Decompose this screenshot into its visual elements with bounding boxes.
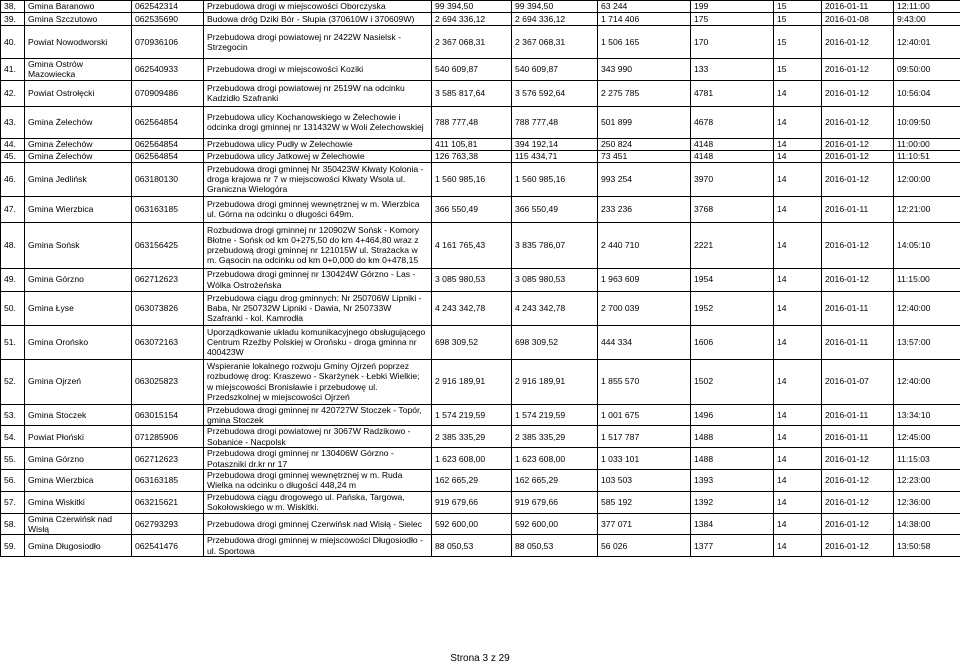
total-cost-cell: 3 085 980,53 bbox=[432, 268, 512, 291]
subsidy-amount-cell: 1 517 787 bbox=[598, 426, 691, 448]
table-row bbox=[1, 222, 960, 268]
score-cell: 4781 bbox=[691, 80, 774, 106]
beneficiary-name-cell: Gmina Jedlińsk bbox=[25, 162, 132, 196]
eligible-cost-cell: 2 694 336,12 bbox=[512, 13, 598, 26]
table-row bbox=[1, 106, 960, 138]
score-cell: 1952 bbox=[691, 291, 774, 325]
points-cell: 14 bbox=[774, 359, 822, 404]
subsidy-amount-cell: 993 254 bbox=[598, 162, 691, 196]
total-cost-cell: 592 600,00 bbox=[432, 513, 512, 535]
submission-date-cell: 2016-01-12 bbox=[822, 222, 894, 268]
task-name-cell: Wspieranie lokalnego rozwoju Gminy Ojrzeń poprzez rozbudowę drog: Kraszewo - Skarżynek - Łebki Wielkie; w miejscowości Bronisławie i przebudowę ul. Przedszkolnej w miejscowości Ojrzeń bbox=[204, 359, 432, 404]
regon-code-cell: 063180130 bbox=[132, 162, 204, 196]
submission-time-cell: 12:36:00 bbox=[894, 491, 960, 513]
table-row bbox=[1, 448, 960, 470]
regon-code-cell: 062564854 bbox=[132, 138, 204, 150]
submission-date-cell: 2016-01-11 bbox=[822, 291, 894, 325]
eligible-cost-cell: 1 623 608,00 bbox=[512, 448, 598, 470]
regon-code-cell: 062712623 bbox=[132, 448, 204, 470]
subsidy-amount-cell: 1 963 609 bbox=[598, 268, 691, 291]
points-cell: 14 bbox=[774, 491, 822, 513]
task-name-cell: Przebudowa ulicy Kochanowskiego w Żelechowie i odcinka drogi gminnej nr 131432W w Woli Żelechowskiej bbox=[204, 106, 432, 138]
points-cell: 14 bbox=[774, 80, 822, 106]
row-number-cell: 39. bbox=[1, 13, 25, 26]
total-cost-cell: 1 574 219,59 bbox=[432, 404, 512, 426]
eligible-cost-cell: 88 050,53 bbox=[512, 535, 598, 557]
eligible-cost-cell: 2 367 068,31 bbox=[512, 26, 598, 59]
eligible-cost-cell: 394 192,14 bbox=[512, 138, 598, 150]
table-row bbox=[1, 150, 960, 162]
table-row bbox=[1, 491, 960, 513]
task-name-cell: Przebudowa ciągu drogowego ul. Pańska, Targowa, Sokołowskiego w m. Wiskitki. bbox=[204, 491, 432, 513]
beneficiary-name-cell: Gmina Ostrów Mazowiecka bbox=[25, 59, 132, 81]
score-cell: 1488 bbox=[691, 426, 774, 448]
table-row bbox=[1, 513, 960, 535]
submission-date-cell: 2016-01-12 bbox=[822, 150, 894, 162]
submission-date-cell: 2016-01-12 bbox=[822, 59, 894, 81]
submission-time-cell: 09:50:00 bbox=[894, 59, 960, 81]
points-cell: 14 bbox=[774, 426, 822, 448]
submission-date-cell: 2016-01-08 bbox=[822, 13, 894, 26]
regon-code-cell: 063025823 bbox=[132, 359, 204, 404]
task-name-cell: Przebudowa drogi gminnej w miejscowości Długosiodło - ul. Sportowa bbox=[204, 535, 432, 557]
regon-code-cell: 062540933 bbox=[132, 59, 204, 81]
subsidy-amount-cell: 377 071 bbox=[598, 513, 691, 535]
total-cost-cell: 4 243 342,78 bbox=[432, 291, 512, 325]
page-number: Strona 3 z 29 bbox=[450, 653, 510, 664]
subsidy-amount-cell: 1 506 165 bbox=[598, 26, 691, 59]
regon-code-cell: 062541476 bbox=[132, 535, 204, 557]
points-cell: 14 bbox=[774, 325, 822, 359]
row-number-cell: 45. bbox=[1, 150, 25, 162]
row-number-cell: 57. bbox=[1, 491, 25, 513]
points-cell: 14 bbox=[774, 513, 822, 535]
eligible-cost-cell: 1 560 985,16 bbox=[512, 162, 598, 196]
row-number-cell: 44. bbox=[1, 138, 25, 150]
subsidy-amount-cell: 73 451 bbox=[598, 150, 691, 162]
table-row bbox=[1, 162, 960, 196]
row-number-cell: 55. bbox=[1, 448, 25, 470]
table-row bbox=[1, 359, 960, 404]
table-row bbox=[1, 26, 960, 59]
eligible-cost-cell: 2 916 189,91 bbox=[512, 359, 598, 404]
submission-time-cell: 11:15:00 bbox=[894, 268, 960, 291]
score-cell: 1377 bbox=[691, 535, 774, 557]
submission-time-cell: 10:56:04 bbox=[894, 80, 960, 106]
row-number-cell: 56. bbox=[1, 470, 25, 492]
row-number-cell: 48. bbox=[1, 222, 25, 268]
regon-code-cell: 063015154 bbox=[132, 404, 204, 426]
submission-date-cell: 2016-01-12 bbox=[822, 162, 894, 196]
subsidy-amount-cell: 585 192 bbox=[598, 491, 691, 513]
regon-code-cell: 062564854 bbox=[132, 106, 204, 138]
eligible-cost-cell: 366 550,49 bbox=[512, 196, 598, 222]
row-number-cell: 52. bbox=[1, 359, 25, 404]
submission-date-cell: 2016-01-12 bbox=[822, 470, 894, 492]
score-cell: 4148 bbox=[691, 150, 774, 162]
submission-time-cell: 13:57:00 bbox=[894, 325, 960, 359]
score-cell: 1384 bbox=[691, 513, 774, 535]
points-cell: 14 bbox=[774, 535, 822, 557]
points-cell: 14 bbox=[774, 268, 822, 291]
beneficiary-name-cell: Powiat Nowodworski bbox=[25, 26, 132, 59]
score-cell: 175 bbox=[691, 13, 774, 26]
row-number-cell: 51. bbox=[1, 325, 25, 359]
submission-date-cell: 2016-01-07 bbox=[822, 359, 894, 404]
submission-date-cell: 2016-01-12 bbox=[822, 80, 894, 106]
table-row bbox=[1, 1, 960, 13]
eligible-cost-cell: 3 576 592,64 bbox=[512, 80, 598, 106]
task-name-cell: Przebudowa drogi w miejscowości Koziki bbox=[204, 59, 432, 81]
row-number-cell: 49. bbox=[1, 268, 25, 291]
table-row bbox=[1, 59, 960, 81]
table-row bbox=[1, 268, 960, 291]
subsidy-amount-cell: 56 026 bbox=[598, 535, 691, 557]
table-row bbox=[1, 325, 960, 359]
subsidy-amount-cell: 501 899 bbox=[598, 106, 691, 138]
row-number-cell: 53. bbox=[1, 404, 25, 426]
row-number-cell: 54. bbox=[1, 426, 25, 448]
beneficiary-name-cell: Gmina Wierzbica bbox=[25, 470, 132, 492]
score-cell: 170 bbox=[691, 26, 774, 59]
table-row bbox=[1, 13, 960, 26]
points-cell: 14 bbox=[774, 162, 822, 196]
points-cell: 15 bbox=[774, 1, 822, 13]
beneficiary-name-cell: Gmina Łyse bbox=[25, 291, 132, 325]
subsidy-amount-cell: 63 244 bbox=[598, 1, 691, 13]
submission-time-cell: 12:40:00 bbox=[894, 359, 960, 404]
task-name-cell: Przebudowa drogi w miejscowości Oborczyska bbox=[204, 1, 432, 13]
row-number-cell: 59. bbox=[1, 535, 25, 557]
beneficiary-name-cell: Gmina Szczutowo bbox=[25, 13, 132, 26]
points-cell: 15 bbox=[774, 26, 822, 59]
submission-date-cell: 2016-01-11 bbox=[822, 404, 894, 426]
submission-time-cell: 11:00:00 bbox=[894, 138, 960, 150]
score-cell: 4678 bbox=[691, 106, 774, 138]
total-cost-cell: 88 050,53 bbox=[432, 535, 512, 557]
row-number-cell: 47. bbox=[1, 196, 25, 222]
eligible-cost-cell: 788 777,48 bbox=[512, 106, 598, 138]
submission-time-cell: 12:21:00 bbox=[894, 196, 960, 222]
total-cost-cell: 99 394,50 bbox=[432, 1, 512, 13]
eligible-cost-cell: 1 574 219,59 bbox=[512, 404, 598, 426]
subsidy-amount-cell: 2 275 785 bbox=[598, 80, 691, 106]
submission-date-cell: 2016-01-12 bbox=[822, 138, 894, 150]
total-cost-cell: 126 763,38 bbox=[432, 150, 512, 162]
beneficiary-name-cell: Gmina Baranowo bbox=[25, 1, 132, 13]
regon-code-cell: 063163185 bbox=[132, 196, 204, 222]
regon-code-cell: 062712623 bbox=[132, 268, 204, 291]
eligible-cost-cell: 2 385 335,29 bbox=[512, 426, 598, 448]
submission-time-cell: 14:05:10 bbox=[894, 222, 960, 268]
beneficiary-name-cell: Gmina Wiskitki bbox=[25, 491, 132, 513]
points-cell: 14 bbox=[774, 222, 822, 268]
beneficiary-name-cell: Powiat Płoński bbox=[25, 426, 132, 448]
subsidy-amount-cell: 1 714 406 bbox=[598, 13, 691, 26]
score-cell: 2221 bbox=[691, 222, 774, 268]
score-cell: 1488 bbox=[691, 448, 774, 470]
subsidy-amount-cell: 1 855 570 bbox=[598, 359, 691, 404]
eligible-cost-cell: 919 679,66 bbox=[512, 491, 598, 513]
task-name-cell: Przebudowa drogi gminnej Czerwińsk nad Wisłą - Sielec bbox=[204, 513, 432, 535]
task-name-cell: Przebudowa drogi powiatowej nr 2422W Nasielsk - Strzegocin bbox=[204, 26, 432, 59]
table-row bbox=[1, 196, 960, 222]
submission-time-cell: 12:00:00 bbox=[894, 162, 960, 196]
submission-date-cell: 2016-01-12 bbox=[822, 106, 894, 138]
row-number-cell: 42. bbox=[1, 80, 25, 106]
beneficiary-name-cell: Gmina Długosiodło bbox=[25, 535, 132, 557]
total-cost-cell: 3 585 817,64 bbox=[432, 80, 512, 106]
total-cost-cell: 1 560 985,16 bbox=[432, 162, 512, 196]
row-number-cell: 40. bbox=[1, 26, 25, 59]
points-cell: 14 bbox=[774, 448, 822, 470]
subsidy-amount-cell: 1 001 675 bbox=[598, 404, 691, 426]
subsidy-amount-cell: 103 503 bbox=[598, 470, 691, 492]
row-number-cell: 46. bbox=[1, 162, 25, 196]
score-cell: 1606 bbox=[691, 325, 774, 359]
task-name-cell: Rozbudowa drogi gminnej nr 120902W Sońsk - Komory Błotne - Sońsk od km 0+275,50 do km 4+464,80 wraz z przebudową drogi gminnej nr 121015W ul. Strażacka w m. Gąsocin na odcinku od km 0+0,000 do km 0+478,15 bbox=[204, 222, 432, 268]
submission-time-cell: 12:23:00 bbox=[894, 470, 960, 492]
eligible-cost-cell: 540 609,87 bbox=[512, 59, 598, 81]
submission-date-cell: 2016-01-12 bbox=[822, 513, 894, 535]
submission-time-cell: 12:40:01 bbox=[894, 26, 960, 59]
table-row bbox=[1, 291, 960, 325]
row-number-cell: 38. bbox=[1, 1, 25, 13]
regon-code-cell: 071285906 bbox=[132, 426, 204, 448]
points-cell: 14 bbox=[774, 404, 822, 426]
regon-code-cell: 062535690 bbox=[132, 13, 204, 26]
submission-time-cell: 13:50:58 bbox=[894, 535, 960, 557]
score-cell: 3768 bbox=[691, 196, 774, 222]
beneficiary-name-cell: Gmina Orońsko bbox=[25, 325, 132, 359]
points-cell: 15 bbox=[774, 59, 822, 81]
beneficiary-name-cell: Gmina Czerwińsk nad Wisłą bbox=[25, 513, 132, 535]
total-cost-cell: 1 623 608,00 bbox=[432, 448, 512, 470]
table-row bbox=[1, 80, 960, 106]
score-cell: 1392 bbox=[691, 491, 774, 513]
eligible-cost-cell: 162 665,29 bbox=[512, 470, 598, 492]
total-cost-cell: 788 777,48 bbox=[432, 106, 512, 138]
submission-time-cell: 12:45:00 bbox=[894, 426, 960, 448]
total-cost-cell: 411 105,81 bbox=[432, 138, 512, 150]
task-name-cell: Przebudowa ulicy Jatkowej w Żelechowie bbox=[204, 150, 432, 162]
submission-time-cell: 9:43:00 bbox=[894, 13, 960, 26]
submission-time-cell: 14:38:00 bbox=[894, 513, 960, 535]
total-cost-cell: 162 665,29 bbox=[432, 470, 512, 492]
beneficiary-name-cell: Gmina Wierzbica bbox=[25, 196, 132, 222]
regon-code-cell: 063163185 bbox=[132, 470, 204, 492]
beneficiary-name-cell: Powiat Ostrołęcki bbox=[25, 80, 132, 106]
regon-code-cell: 063156425 bbox=[132, 222, 204, 268]
submission-date-cell: 2016-01-11 bbox=[822, 325, 894, 359]
regon-code-cell: 063072163 bbox=[132, 325, 204, 359]
score-cell: 133 bbox=[691, 59, 774, 81]
points-cell: 14 bbox=[774, 291, 822, 325]
beneficiary-name-cell: Gmina Stoczek bbox=[25, 404, 132, 426]
total-cost-cell: 366 550,49 bbox=[432, 196, 512, 222]
score-cell: 4148 bbox=[691, 138, 774, 150]
total-cost-cell: 2 694 336,12 bbox=[432, 13, 512, 26]
table-row bbox=[1, 138, 960, 150]
total-cost-cell: 2 916 189,91 bbox=[432, 359, 512, 404]
eligible-cost-cell: 3 085 980,53 bbox=[512, 268, 598, 291]
subsidy-amount-cell: 1 033 101 bbox=[598, 448, 691, 470]
points-cell: 14 bbox=[774, 196, 822, 222]
score-cell: 199 bbox=[691, 1, 774, 13]
total-cost-cell: 698 309,52 bbox=[432, 325, 512, 359]
points-cell: 14 bbox=[774, 470, 822, 492]
score-cell: 1954 bbox=[691, 268, 774, 291]
subsidy-amount-cell: 2 440 710 bbox=[598, 222, 691, 268]
regon-code-cell: 062793293 bbox=[132, 513, 204, 535]
score-cell: 1502 bbox=[691, 359, 774, 404]
task-name-cell: Przebudowa drogi powiatowej nr 3067W Radzikowo - Sobanice - Nacpolsk bbox=[204, 426, 432, 448]
row-number-cell: 50. bbox=[1, 291, 25, 325]
task-name-cell: Budowa dróg Dziki Bór - Słupia (370610W i 370609W) bbox=[204, 13, 432, 26]
submission-date-cell: 2016-01-12 bbox=[822, 268, 894, 291]
submission-date-cell: 2016-01-11 bbox=[822, 426, 894, 448]
submission-time-cell: 12:11:00 bbox=[894, 1, 960, 13]
row-number-cell: 58. bbox=[1, 513, 25, 535]
submission-time-cell: 11:15:03 bbox=[894, 448, 960, 470]
beneficiary-name-cell: Gmina Żelechów bbox=[25, 138, 132, 150]
submission-date-cell: 2016-01-11 bbox=[822, 196, 894, 222]
subsidy-amount-cell: 343 990 bbox=[598, 59, 691, 81]
eligible-cost-cell: 99 394,50 bbox=[512, 1, 598, 13]
submission-date-cell: 2016-01-12 bbox=[822, 535, 894, 557]
submission-time-cell: 10:09:50 bbox=[894, 106, 960, 138]
beneficiary-name-cell: Gmina Żelechów bbox=[25, 106, 132, 138]
table-row bbox=[1, 535, 960, 557]
task-name-cell: Uporządkowanie układu komunikacyjnego obsługującego Centrum Rzeźby Polskiej w Orońsku - droga gminna nr 400423W bbox=[204, 325, 432, 359]
score-cell: 1393 bbox=[691, 470, 774, 492]
row-number-cell: 43. bbox=[1, 106, 25, 138]
table-row bbox=[1, 426, 960, 448]
row-number-cell: 41. bbox=[1, 59, 25, 81]
points-cell: 14 bbox=[774, 106, 822, 138]
task-name-cell: Przebudowa drogi gminnej nr 420727W Stoczek - Topór, gmina Stoczek bbox=[204, 404, 432, 426]
subsidy-amount-cell: 233 236 bbox=[598, 196, 691, 222]
regon-code-cell: 063073826 bbox=[132, 291, 204, 325]
regon-code-cell: 070909486 bbox=[132, 80, 204, 106]
task-name-cell: Przebudowa drogi powiatowej nr 2519W na odcinku Kadzidło Szafranki bbox=[204, 80, 432, 106]
eligible-cost-cell: 592 600,00 bbox=[512, 513, 598, 535]
eligible-cost-cell: 3 835 786,07 bbox=[512, 222, 598, 268]
beneficiary-name-cell: Gmina Sońsk bbox=[25, 222, 132, 268]
points-cell: 14 bbox=[774, 138, 822, 150]
regon-code-cell: 062564854 bbox=[132, 150, 204, 162]
points-cell: 14 bbox=[774, 150, 822, 162]
submission-time-cell: 12:40:00 bbox=[894, 291, 960, 325]
beneficiary-name-cell: Gmina Górzno bbox=[25, 268, 132, 291]
task-name-cell: Przebudowa drogi gminnej nr 130424W Górzno - Las - Wólka Ostrożeńska bbox=[204, 268, 432, 291]
submission-time-cell: 11:10:51 bbox=[894, 150, 960, 162]
score-cell: 1496 bbox=[691, 404, 774, 426]
regon-code-cell: 062542314 bbox=[132, 1, 204, 13]
total-cost-cell: 2 385 335,29 bbox=[432, 426, 512, 448]
total-cost-cell: 919 679,66 bbox=[432, 491, 512, 513]
task-name-cell: Przebudowa drogi gminnej nr 130406W Górzno - Potaszniki dr.kr nr 17 bbox=[204, 448, 432, 470]
submission-date-cell: 2016-01-11 bbox=[822, 1, 894, 13]
total-cost-cell: 4 161 765,43 bbox=[432, 222, 512, 268]
submission-date-cell: 2016-01-12 bbox=[822, 491, 894, 513]
points-cell: 15 bbox=[774, 13, 822, 26]
task-name-cell: Przebudowa ciągu drog gminnych: Nr 250706W Lipniki - Baba, Nr 250732W Lipniki - Dawia, Nr 250733W Szafranki - kol. Kamrodła bbox=[204, 291, 432, 325]
beneficiary-name-cell: Gmina Żelechów bbox=[25, 150, 132, 162]
eligible-cost-cell: 115 434,71 bbox=[512, 150, 598, 162]
table-row bbox=[1, 470, 960, 492]
subsidy-amount-cell: 2 700 039 bbox=[598, 291, 691, 325]
regon-code-cell: 063215621 bbox=[132, 491, 204, 513]
subsidy-amount-cell: 444 334 bbox=[598, 325, 691, 359]
table-row bbox=[1, 404, 960, 426]
task-name-cell: Przebudowa drogi gminnej wewnętrznej w m. Wierzbica ul. Górna na odcinku o długości 649m. bbox=[204, 196, 432, 222]
task-name-cell: Przebudowa drogi gminnej Nr 350423W Kłwaty Kolonia - droga krajowa nr 7 w miejscowości Kłwaty Wsola ul. Graniczna Wielogóra bbox=[204, 162, 432, 196]
eligible-cost-cell: 4 243 342,78 bbox=[512, 291, 598, 325]
total-cost-cell: 2 367 068,31 bbox=[432, 26, 512, 59]
submission-time-cell: 13:34:10 bbox=[894, 404, 960, 426]
task-name-cell: Przebudowa drogi gminnej wewnętrznej w m. Ruda Wielka na odcinku o długości 448,24 m bbox=[204, 470, 432, 492]
submission-date-cell: 2016-01-12 bbox=[822, 448, 894, 470]
beneficiary-name-cell: Gmina Ojrzeń bbox=[25, 359, 132, 404]
score-cell: 3970 bbox=[691, 162, 774, 196]
task-name-cell: Przebudowa ulicy Pudły w Żelechowie bbox=[204, 138, 432, 150]
submission-date-cell: 2016-01-12 bbox=[822, 26, 894, 59]
subsidy-amount-cell: 250 824 bbox=[598, 138, 691, 150]
eligible-cost-cell: 698 309,52 bbox=[512, 325, 598, 359]
regon-code-cell: 070936106 bbox=[132, 26, 204, 59]
beneficiary-name-cell: Gmina Górzno bbox=[25, 448, 132, 470]
total-cost-cell: 540 609,87 bbox=[432, 59, 512, 81]
